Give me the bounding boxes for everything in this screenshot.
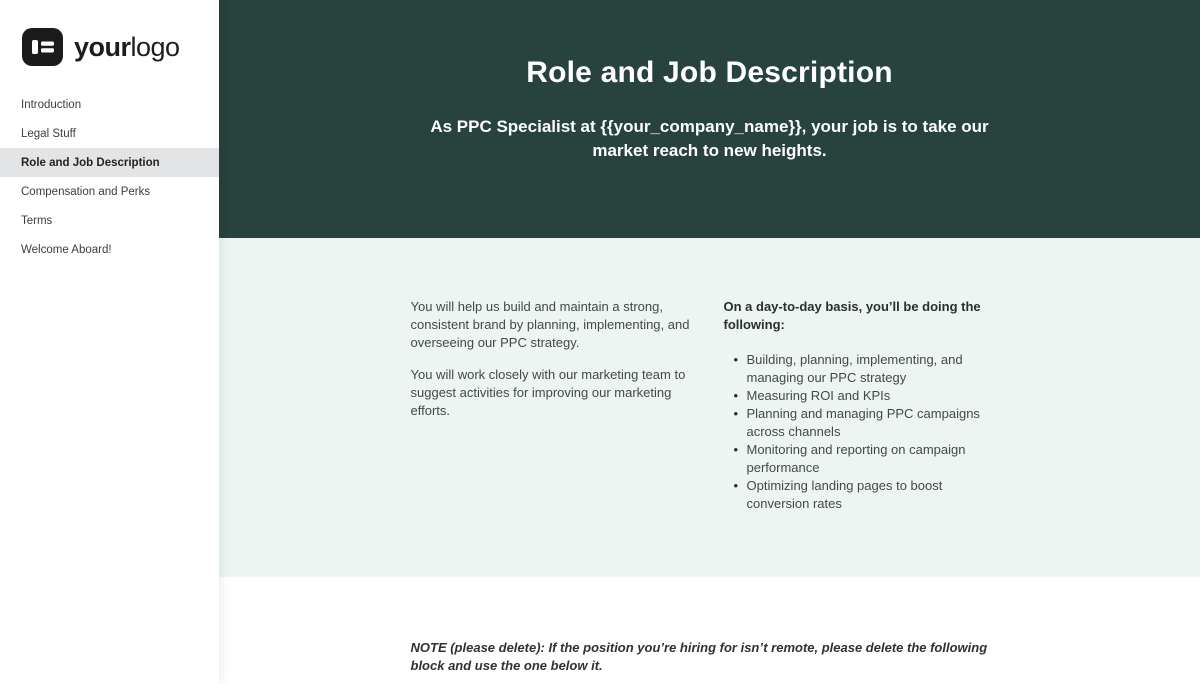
role-details-section <box>219 238 1200 577</box>
logo-text-light: logo <box>130 31 180 62</box>
sidebar-nav <box>0 90 219 264</box>
list-item: • Monitoring and reporting on campaign performance <box>734 441 1009 477</box>
page-title: Role and Job Description <box>526 56 893 89</box>
list-logo-icon <box>22 28 63 66</box>
sidebar-item-terms[interactable]: Terms <box>21 214 53 227</box>
page-subtitle: As PPC Specialist at {{your_company_name}}, your job is to take our market reach to new heights. <box>430 117 989 160</box>
list-item: • Planning and managing PPC campaigns across channels <box>734 405 1009 441</box>
sidebar-item-legal-stuff[interactable]: Legal Stuff <box>21 127 76 140</box>
sidebar-item-introduction[interactable]: Introduction <box>21 98 82 111</box>
main-content <box>219 0 1200 684</box>
left-column <box>411 298 696 577</box>
sidebar-item-compensation-and-perks[interactable]: Compensation and Perks <box>21 185 151 198</box>
hero-banner <box>219 0 1200 238</box>
logo-text-bold: your <box>74 31 131 62</box>
sidebar <box>0 0 219 684</box>
logo <box>0 0 219 66</box>
note-section <box>219 577 1200 684</box>
role-paragraph: You will help us build and maintain a strong, consistent brand by planning, implementing, and overseeing our PPC strategy. <box>410 299 690 350</box>
sidebar-item-welcome-aboard[interactable]: Welcome Aboard! <box>21 243 112 256</box>
list-item: • Measuring ROI and KPIs <box>734 387 1009 405</box>
template-note: NOTE (please delete): If the position you’re hiring for isn’t remote, please delete the following block and use the one below it. <box>410 640 988 673</box>
sidebar-item-role-and-job-description[interactable]: Role and Job Description <box>0 148 219 177</box>
list-item: • Optimizing landing pages to boost conversion rates <box>734 477 1009 513</box>
daily-tasks-list <box>724 351 1009 513</box>
list-item: • Building, planning, implementing, and managing our PPC strategy <box>734 351 1009 387</box>
two-column-block <box>411 298 1009 577</box>
logo-text <box>74 31 180 62</box>
daily-tasks-heading: On a day-to-day basis, you’ll be doing the following: <box>723 299 981 332</box>
role-paragraph: You will work closely with our marketing team to suggest activities for improving our marketing efforts. <box>410 367 686 418</box>
right-column <box>724 298 1009 577</box>
